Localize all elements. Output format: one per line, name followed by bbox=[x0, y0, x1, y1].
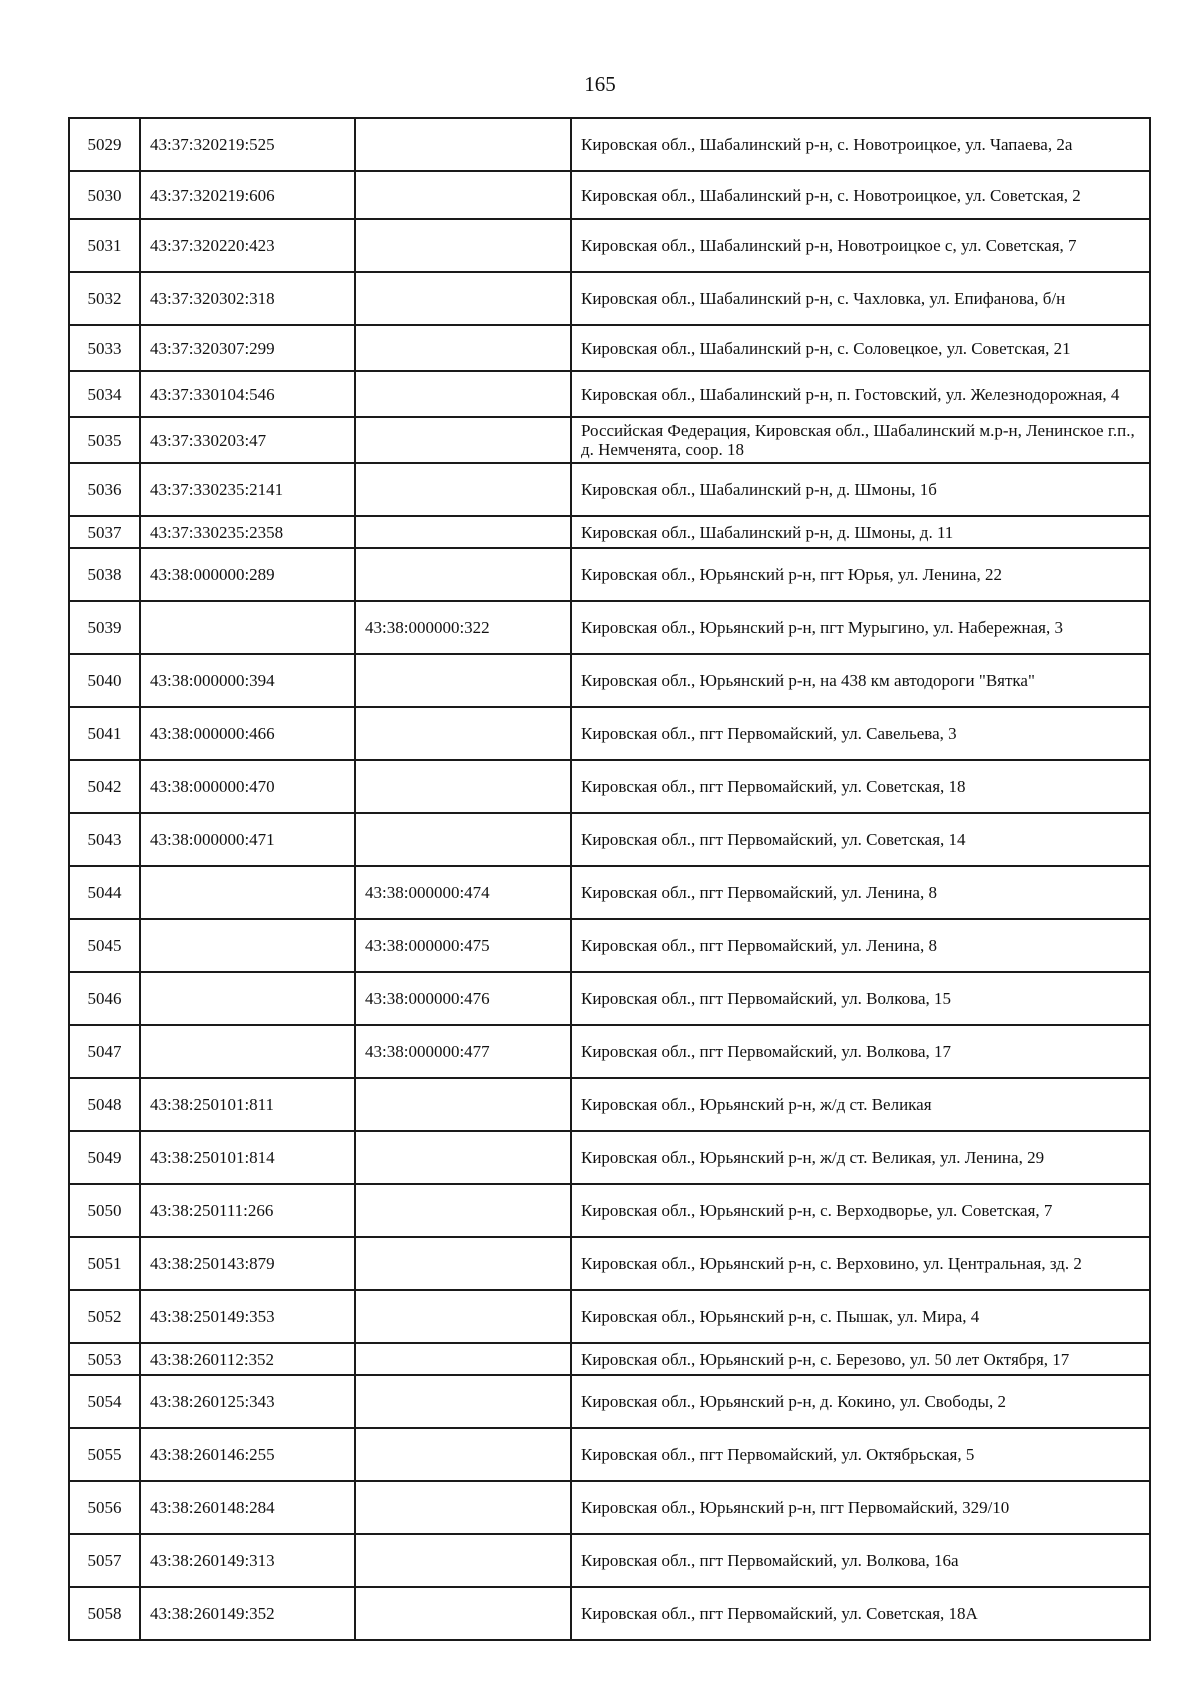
address-cell: Кировская обл., Юрьянский р-н, пгт Юрья, ул. Ленина, 22 bbox=[571, 548, 1150, 601]
address-cell: Кировская обл., Юрьянский р-н, с. Пышак, ул. Мира, 4 bbox=[571, 1290, 1150, 1343]
row-number-cell: 5058 bbox=[69, 1587, 140, 1640]
address-cell: Кировская обл., пгт Первомайский, ул. Советская, 18А bbox=[571, 1587, 1150, 1640]
row-number-cell: 5053 bbox=[69, 1343, 140, 1375]
table-row bbox=[69, 371, 1150, 417]
row-number-cell: 5049 bbox=[69, 1131, 140, 1184]
cadastral-number-cell: 43:38:250101:811 bbox=[140, 1078, 355, 1131]
alt-cadastral-number-cell: 43:38:000000:322 bbox=[355, 601, 571, 654]
row-number-cell: 5034 bbox=[69, 371, 140, 417]
alt-cadastral-number-cell bbox=[355, 707, 571, 760]
alt-cadastral-number-cell bbox=[355, 1481, 571, 1534]
row-number-cell: 5055 bbox=[69, 1428, 140, 1481]
address-cell: Кировская обл., Юрьянский р-н, с. Верховино, ул. Центральная, зд. 2 bbox=[571, 1237, 1150, 1290]
address-cell: Кировская обл., пгт Первомайский, ул. Ленина, 8 bbox=[571, 919, 1150, 972]
table-row bbox=[69, 972, 1150, 1025]
address-cell: Кировская обл., Шабалинский р-н, с. Соловецкое, ул. Советская, 21 bbox=[571, 325, 1150, 371]
table-row bbox=[69, 548, 1150, 601]
table-row bbox=[69, 1343, 1150, 1375]
table-row bbox=[69, 219, 1150, 272]
cadastral-number-cell: 43:38:000000:289 bbox=[140, 548, 355, 601]
alt-cadastral-number-cell bbox=[355, 1375, 571, 1428]
alt-cadastral-number-cell bbox=[355, 325, 571, 371]
register-body bbox=[69, 118, 1150, 1640]
cadastral-number-cell: 43:38:250101:814 bbox=[140, 1131, 355, 1184]
row-number-cell: 5046 bbox=[69, 972, 140, 1025]
address-cell: Кировская обл., пгт Первомайский, ул. Октябрьская, 5 bbox=[571, 1428, 1150, 1481]
row-number-cell: 5054 bbox=[69, 1375, 140, 1428]
cadastral-number-cell bbox=[140, 1025, 355, 1078]
address-cell: Кировская обл., пгт Первомайский, ул. Советская, 18 bbox=[571, 760, 1150, 813]
row-number-cell: 5047 bbox=[69, 1025, 140, 1078]
row-number-cell: 5056 bbox=[69, 1481, 140, 1534]
table-row bbox=[69, 866, 1150, 919]
table-row bbox=[69, 1428, 1150, 1481]
alt-cadastral-number-cell bbox=[355, 463, 571, 516]
alt-cadastral-number-cell: 43:38:000000:476 bbox=[355, 972, 571, 1025]
table-row bbox=[69, 1534, 1150, 1587]
row-number-cell: 5050 bbox=[69, 1184, 140, 1237]
address-cell: Кировская обл., Шабалинский р-н, д. Шмоны, д. 11 bbox=[571, 516, 1150, 548]
alt-cadastral-number-cell bbox=[355, 417, 571, 463]
row-number-cell: 5039 bbox=[69, 601, 140, 654]
cadastral-number-cell: 43:38:000000:471 bbox=[140, 813, 355, 866]
cadastral-number-cell: 43:38:260125:343 bbox=[140, 1375, 355, 1428]
alt-cadastral-number-cell bbox=[355, 760, 571, 813]
address-cell: Кировская обл., пгт Первомайский, ул. Савельева, 3 bbox=[571, 707, 1150, 760]
table-row bbox=[69, 1481, 1150, 1534]
row-number-cell: 5029 bbox=[69, 118, 140, 171]
address-cell: Кировская обл., Юрьянский р-н, на 438 км автодороги "Вятка" bbox=[571, 654, 1150, 707]
alt-cadastral-number-cell: 43:38:000000:477 bbox=[355, 1025, 571, 1078]
table-row bbox=[69, 516, 1150, 548]
register-table bbox=[68, 117, 1151, 1641]
alt-cadastral-number-cell bbox=[355, 548, 571, 601]
cadastral-number-cell: 43:38:260112:352 bbox=[140, 1343, 355, 1375]
address-cell: Кировская обл., Юрьянский р-н, д. Кокино, ул. Свободы, 2 bbox=[571, 1375, 1150, 1428]
alt-cadastral-number-cell bbox=[355, 219, 571, 272]
table-row bbox=[69, 1587, 1150, 1640]
row-number-cell: 5033 bbox=[69, 325, 140, 371]
table-row bbox=[69, 171, 1150, 219]
alt-cadastral-number-cell bbox=[355, 272, 571, 325]
row-number-cell: 5035 bbox=[69, 417, 140, 463]
table-row bbox=[69, 1184, 1150, 1237]
table-row bbox=[69, 1290, 1150, 1343]
table-row bbox=[69, 463, 1150, 516]
table-row bbox=[69, 1375, 1150, 1428]
cadastral-number-cell bbox=[140, 601, 355, 654]
table-row bbox=[69, 601, 1150, 654]
table-row bbox=[69, 919, 1150, 972]
alt-cadastral-number-cell bbox=[355, 1290, 571, 1343]
table-row bbox=[69, 1237, 1150, 1290]
cadastral-number-cell: 43:37:330235:2358 bbox=[140, 516, 355, 548]
table-row bbox=[69, 707, 1150, 760]
row-number-cell: 5031 bbox=[69, 219, 140, 272]
cadastral-number-cell: 43:37:320302:318 bbox=[140, 272, 355, 325]
cadastral-number-cell: 43:38:000000:470 bbox=[140, 760, 355, 813]
table-row bbox=[69, 417, 1150, 463]
cadastral-number-cell: 43:38:250149:353 bbox=[140, 1290, 355, 1343]
cadastral-number-cell: 43:37:330203:47 bbox=[140, 417, 355, 463]
cadastral-number-cell bbox=[140, 972, 355, 1025]
alt-cadastral-number-cell bbox=[355, 813, 571, 866]
table-row bbox=[69, 1131, 1150, 1184]
row-number-cell: 5057 bbox=[69, 1534, 140, 1587]
alt-cadastral-number-cell bbox=[355, 654, 571, 707]
alt-cadastral-number-cell bbox=[355, 371, 571, 417]
cadastral-number-cell: 43:38:250143:879 bbox=[140, 1237, 355, 1290]
address-cell: Кировская обл., Шабалинский р-н, с. Новотроицкое, ул. Советская, 2 bbox=[571, 171, 1150, 219]
row-number-cell: 5036 bbox=[69, 463, 140, 516]
alt-cadastral-number-cell bbox=[355, 1428, 571, 1481]
cadastral-number-cell bbox=[140, 866, 355, 919]
address-cell: Кировская обл., пгт Первомайский, ул. Ленина, 8 bbox=[571, 866, 1150, 919]
cadastral-number-cell: 43:37:320307:299 bbox=[140, 325, 355, 371]
row-number-cell: 5044 bbox=[69, 866, 140, 919]
address-cell: Кировская обл., Юрьянский р-н, пгт Первомайский, 329/10 bbox=[571, 1481, 1150, 1534]
alt-cadastral-number-cell bbox=[355, 1587, 571, 1640]
alt-cadastral-number-cell bbox=[355, 1534, 571, 1587]
cadastral-number-cell: 43:38:260146:255 bbox=[140, 1428, 355, 1481]
cadastral-number-cell: 43:38:260149:313 bbox=[140, 1534, 355, 1587]
address-cell: Кировская обл., пгт Первомайский, ул. Волкова, 16а bbox=[571, 1534, 1150, 1587]
alt-cadastral-number-cell bbox=[355, 1184, 571, 1237]
row-number-cell: 5048 bbox=[69, 1078, 140, 1131]
table-row bbox=[69, 1025, 1150, 1078]
row-number-cell: 5042 bbox=[69, 760, 140, 813]
cadastral-number-cell: 43:38:260149:352 bbox=[140, 1587, 355, 1640]
address-cell: Кировская обл., пгт Первомайский, ул. Волкова, 15 bbox=[571, 972, 1150, 1025]
row-number-cell: 5038 bbox=[69, 548, 140, 601]
address-cell: Кировская обл., пгт Первомайский, ул. Волкова, 17 bbox=[571, 1025, 1150, 1078]
row-number-cell: 5045 bbox=[69, 919, 140, 972]
row-number-cell: 5030 bbox=[69, 171, 140, 219]
address-cell: Кировская обл., Юрьянский р-н, ж/д ст. Великая, ул. Ленина, 29 bbox=[571, 1131, 1150, 1184]
row-number-cell: 5052 bbox=[69, 1290, 140, 1343]
table-row bbox=[69, 272, 1150, 325]
row-number-cell: 5037 bbox=[69, 516, 140, 548]
cadastral-number-cell: 43:37:320219:606 bbox=[140, 171, 355, 219]
cadastral-number-cell: 43:37:320219:525 bbox=[140, 118, 355, 171]
table-row bbox=[69, 118, 1150, 171]
address-cell: Кировская обл., Юрьянский р-н, с. Березово, ул. 50 лет Октября, 17 bbox=[571, 1343, 1150, 1375]
cadastral-number-cell bbox=[140, 919, 355, 972]
alt-cadastral-number-cell bbox=[355, 1131, 571, 1184]
address-cell: Российская Федерация, Кировская обл., Шабалинский м.р-н, Ленинское г.п., д. Немченята, соор. 18 bbox=[571, 417, 1150, 463]
alt-cadastral-number-cell bbox=[355, 1237, 571, 1290]
table-row bbox=[69, 325, 1150, 371]
cadastral-number-cell: 43:37:330104:546 bbox=[140, 371, 355, 417]
address-cell: Кировская обл., Шабалинский р-н, д. Шмоны, 1б bbox=[571, 463, 1150, 516]
cadastral-number-cell: 43:37:320220:423 bbox=[140, 219, 355, 272]
table-row bbox=[69, 654, 1150, 707]
alt-cadastral-number-cell bbox=[355, 171, 571, 219]
address-cell: Кировская обл., Юрьянский р-н, с. Верходворье, ул. Советская, 7 bbox=[571, 1184, 1150, 1237]
address-cell: Кировская обл., Шабалинский р-н, п. Гостовский, ул. Железнодорожная, 4 bbox=[571, 371, 1150, 417]
table-row bbox=[69, 1078, 1150, 1131]
address-cell: Кировская обл., Юрьянский р-н, пгт Мурыгино, ул. Набережная, 3 bbox=[571, 601, 1150, 654]
address-cell: Кировская обл., Шабалинский р-н, с. Чахловка, ул. Епифанова, б/н bbox=[571, 272, 1150, 325]
row-number-cell: 5051 bbox=[69, 1237, 140, 1290]
alt-cadastral-number-cell bbox=[355, 118, 571, 171]
alt-cadastral-number-cell: 43:38:000000:475 bbox=[355, 919, 571, 972]
alt-cadastral-number-cell: 43:38:000000:474 bbox=[355, 866, 571, 919]
cadastral-number-cell: 43:37:330235:2141 bbox=[140, 463, 355, 516]
alt-cadastral-number-cell bbox=[355, 516, 571, 548]
row-number-cell: 5043 bbox=[69, 813, 140, 866]
address-cell: Кировская обл., пгт Первомайский, ул. Советская, 14 bbox=[571, 813, 1150, 866]
address-cell: Кировская обл., Шабалинский р-н, Новотроицкое с, ул. Советская, 7 bbox=[571, 219, 1150, 272]
row-number-cell: 5032 bbox=[69, 272, 140, 325]
table-row bbox=[69, 760, 1150, 813]
cadastral-number-cell: 43:38:250111:266 bbox=[140, 1184, 355, 1237]
address-cell: Кировская обл., Юрьянский р-н, ж/д ст. Великая bbox=[571, 1078, 1150, 1131]
cadastral-number-cell: 43:38:260148:284 bbox=[140, 1481, 355, 1534]
cadastral-number-cell: 43:38:000000:394 bbox=[140, 654, 355, 707]
row-number-cell: 5040 bbox=[69, 654, 140, 707]
cadastral-number-cell: 43:38:000000:466 bbox=[140, 707, 355, 760]
alt-cadastral-number-cell bbox=[355, 1343, 571, 1375]
page-number: 165 bbox=[584, 72, 616, 96]
row-number-cell: 5041 bbox=[69, 707, 140, 760]
address-cell: Кировская обл., Шабалинский р-н, с. Новотроицкое, ул. Чапаева, 2а bbox=[571, 118, 1150, 171]
alt-cadastral-number-cell bbox=[355, 1078, 571, 1131]
table-row bbox=[69, 813, 1150, 866]
